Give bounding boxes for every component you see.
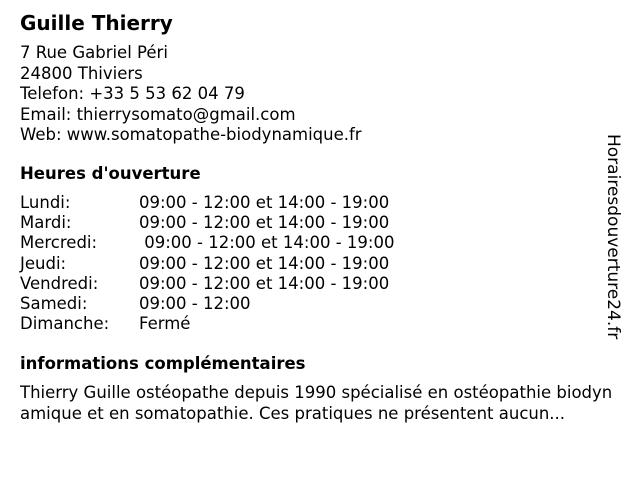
hours-row-friday xyxy=(20,274,440,294)
hours-row-saturday xyxy=(20,294,440,314)
phone-text: Telefon: +33 5 53 62 04 79 xyxy=(20,84,245,103)
opening-hours-table xyxy=(20,193,440,334)
additional-info-heading: informations complémentaires xyxy=(20,354,306,373)
hours-time-value: 09:00 - 12:00 et 14:00 - 19:00 xyxy=(139,253,390,273)
hours-time-value: Fermé xyxy=(139,314,191,334)
contact-block xyxy=(20,43,362,146)
opening-hours-heading: Heures d'ouverture xyxy=(20,164,201,183)
hours-day-label: Vendredi: xyxy=(20,273,99,293)
hours-row-wednesday xyxy=(20,233,440,253)
web-text: Web: www.somatopathe-biodynamique.fr xyxy=(20,125,362,144)
hours-row-thursday xyxy=(20,254,440,274)
hours-day-label: Lundi: xyxy=(20,193,71,212)
hours-row-sunday xyxy=(20,314,440,334)
hours-day-label: Dimanche: xyxy=(20,314,110,334)
hours-row-tuesday xyxy=(20,213,440,233)
hours-time-value: 09:00 - 12:00 et 14:00 - 19:00 xyxy=(139,233,395,253)
hours-row-monday xyxy=(20,193,440,213)
email-text: Email: thierrysomato@gmail.com xyxy=(20,104,296,124)
hours-day-label: Samedi: xyxy=(20,293,88,313)
hours-time-value: 09:00 - 12:00 xyxy=(139,293,251,313)
hours-day-label: Mercredi: xyxy=(20,233,98,253)
business-name: Guille Thierry xyxy=(20,11,173,35)
hours-day-label: Jeudi: xyxy=(20,253,67,273)
additional-info-text: Thierry Guille ostéopathe depuis 1990 spécialisé en ostéopathie biodynamique et en somatopathie. Ces pratiques ne présentent aucun... xyxy=(20,383,613,423)
hours-time-value: 09:00 - 12:00 et 14:00 - 19:00 xyxy=(139,273,390,293)
address-street: 7 Rue Gabriel Péri xyxy=(20,43,168,62)
hours-day-label: Mardi: xyxy=(20,213,72,233)
site-watermark: Horairesdouverture24.fr xyxy=(603,134,623,340)
address-city: 24800 Thiviers xyxy=(20,63,143,83)
hours-time-value: 09:00 - 12:00 et 14:00 - 19:00 xyxy=(139,193,390,212)
hours-time-value: 09:00 - 12:00 et 14:00 - 19:00 xyxy=(139,213,390,233)
